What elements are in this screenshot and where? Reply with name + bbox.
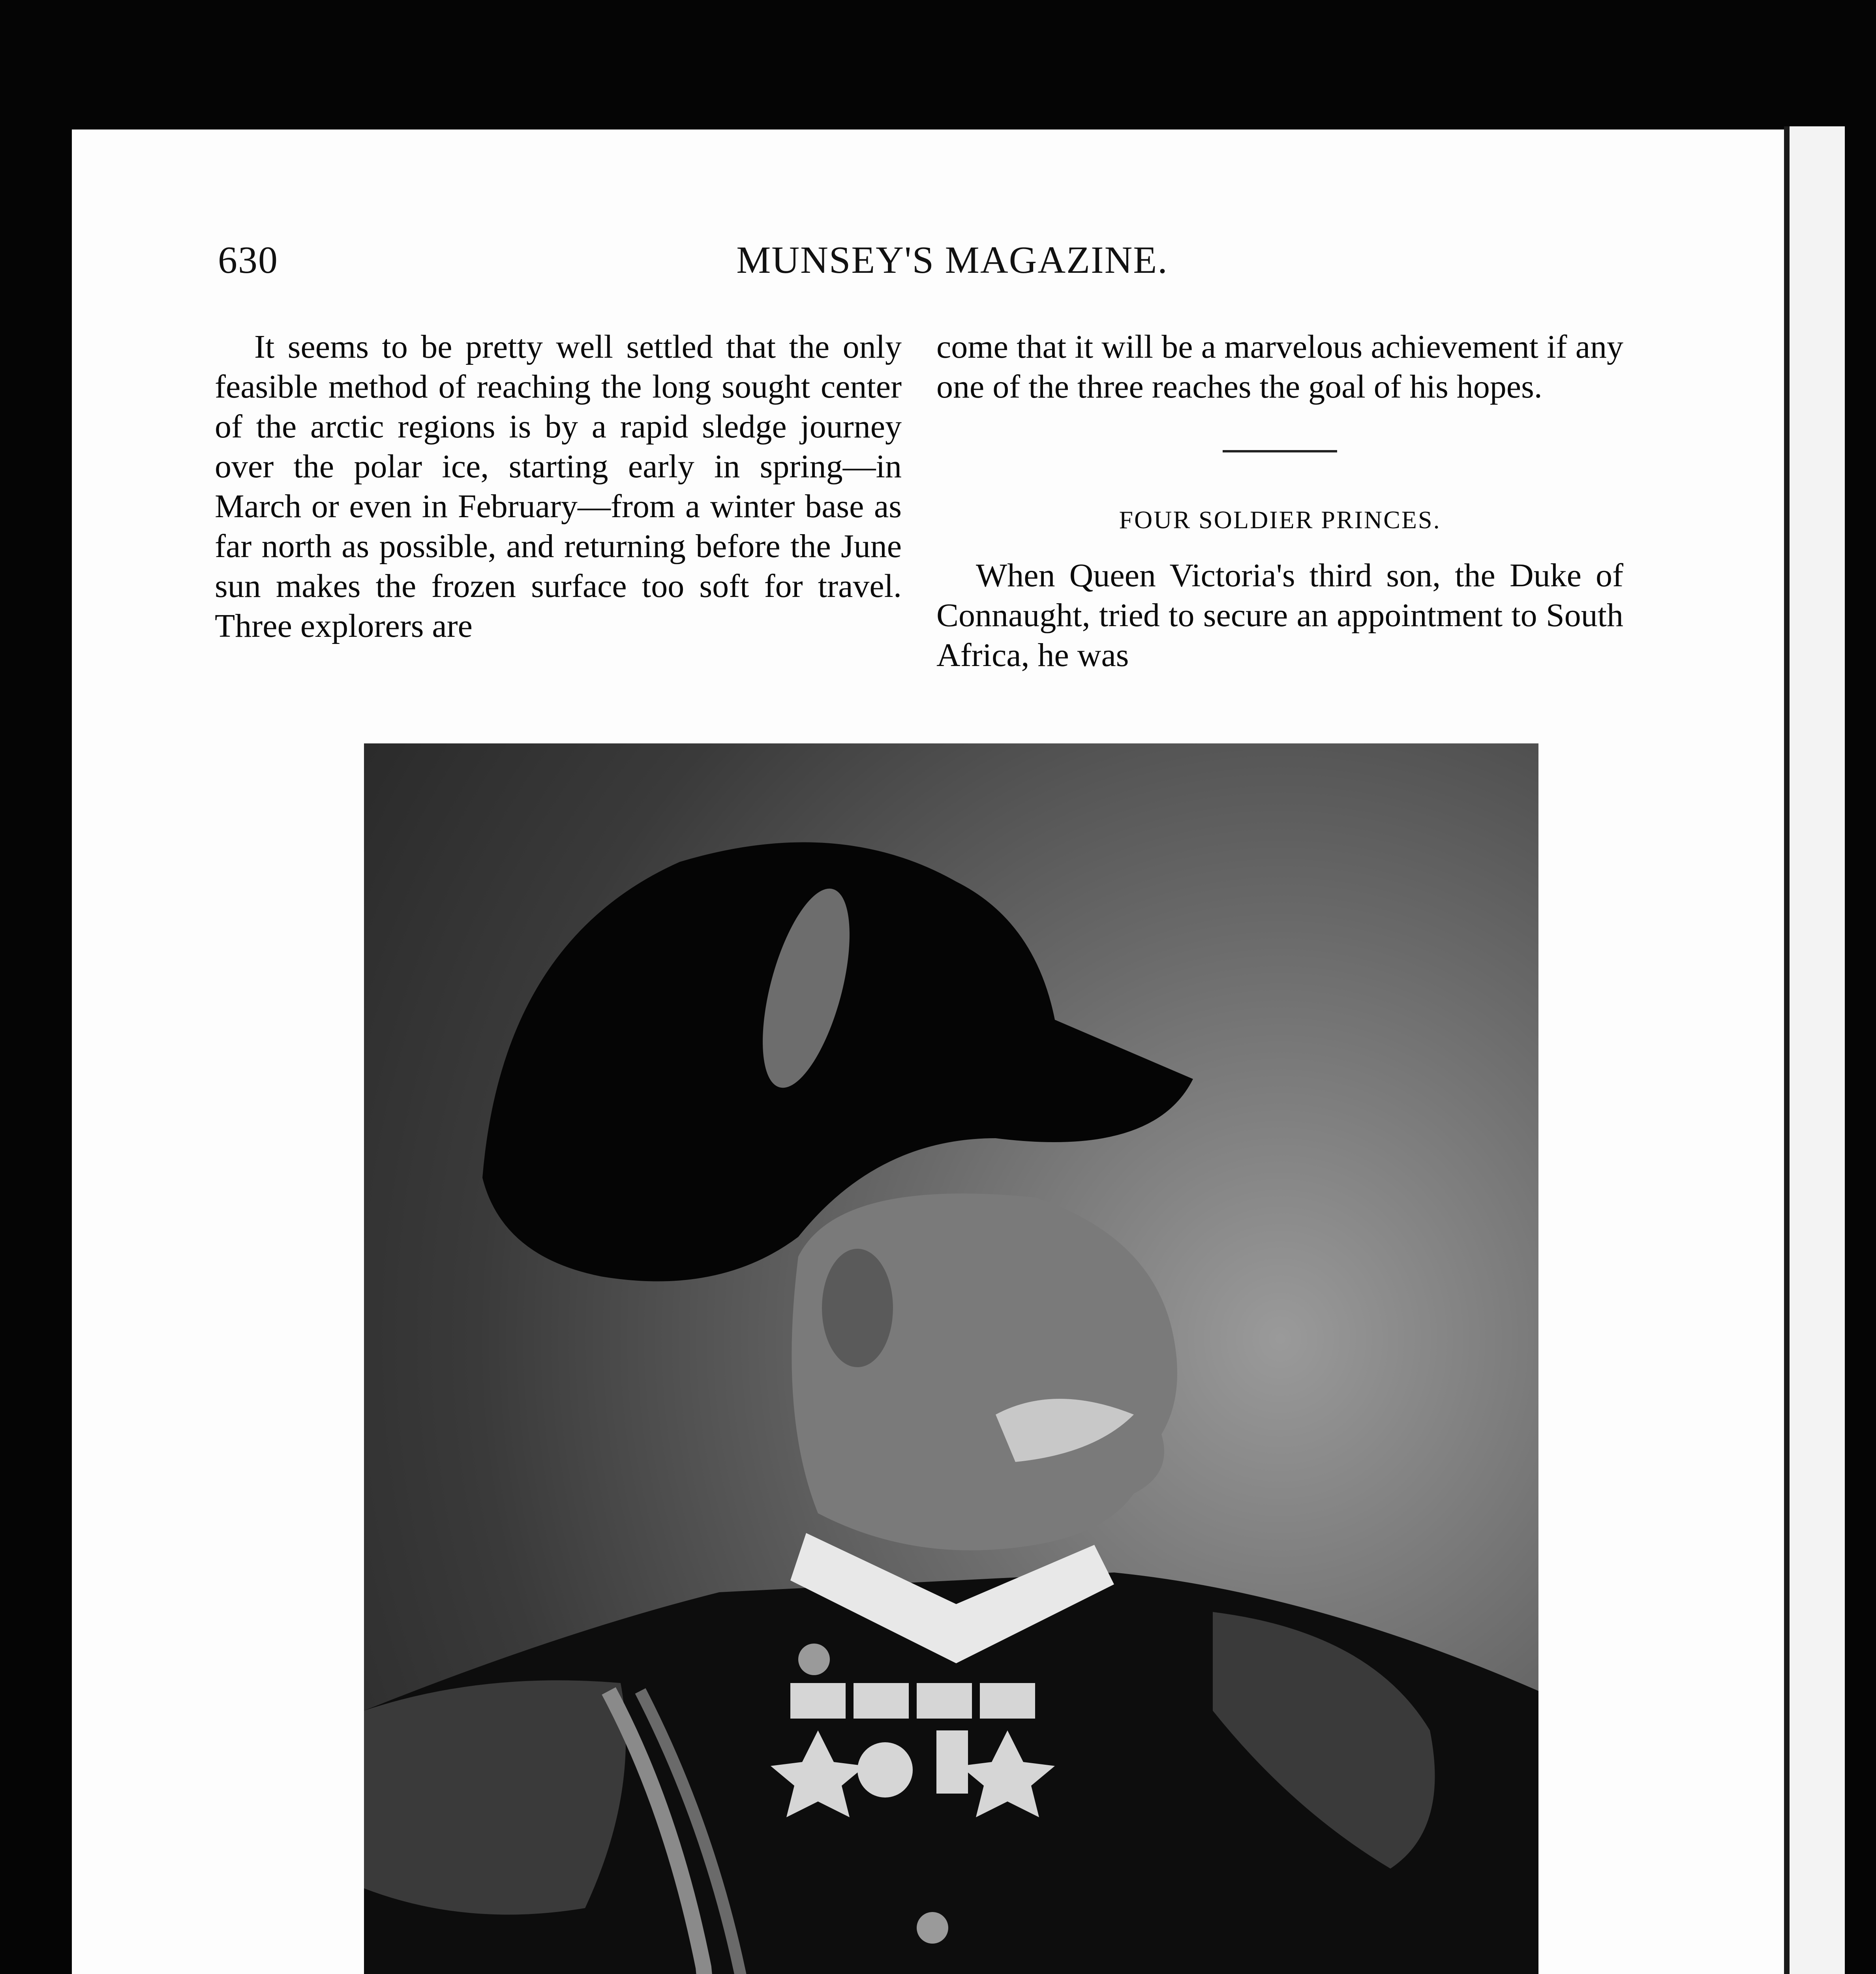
portrait-photograph — [364, 743, 1538, 1974]
top-right-column — [936, 327, 1623, 675]
running-title: MUNSEY'S MAGAZINE. — [736, 239, 1168, 281]
section-divider — [1223, 450, 1337, 452]
paragraph: When Queen Victoria's third son, the Duke of Connaught, tried to secure an appointment to South Africa, he was — [936, 557, 1623, 674]
top-left-column — [215, 327, 902, 646]
paragraph: It seems to be pretty well settled that the only feasible method of reaching the long sought center of the arctic regions is by a rapid sledge journey over the polar ice, starting early in spring—in March or even in February—from a winter base as far north as possible, and returning before the June sun makes the frozen surface too soft for travel. Three explorers are — [215, 328, 902, 644]
paragraph: come that it will be a marvelous achievement if any one of the three reaches the goal of his hopes. — [936, 328, 1623, 405]
page-number: 630 — [218, 239, 278, 281]
page-header — [218, 238, 1687, 289]
portrait-figure — [364, 743, 1538, 1974]
adjacent-page-edge — [1784, 126, 1845, 1974]
magazine-page — [72, 129, 1784, 1974]
section-heading: FOUR SOLDIER PRINCES. — [1119, 506, 1441, 534]
